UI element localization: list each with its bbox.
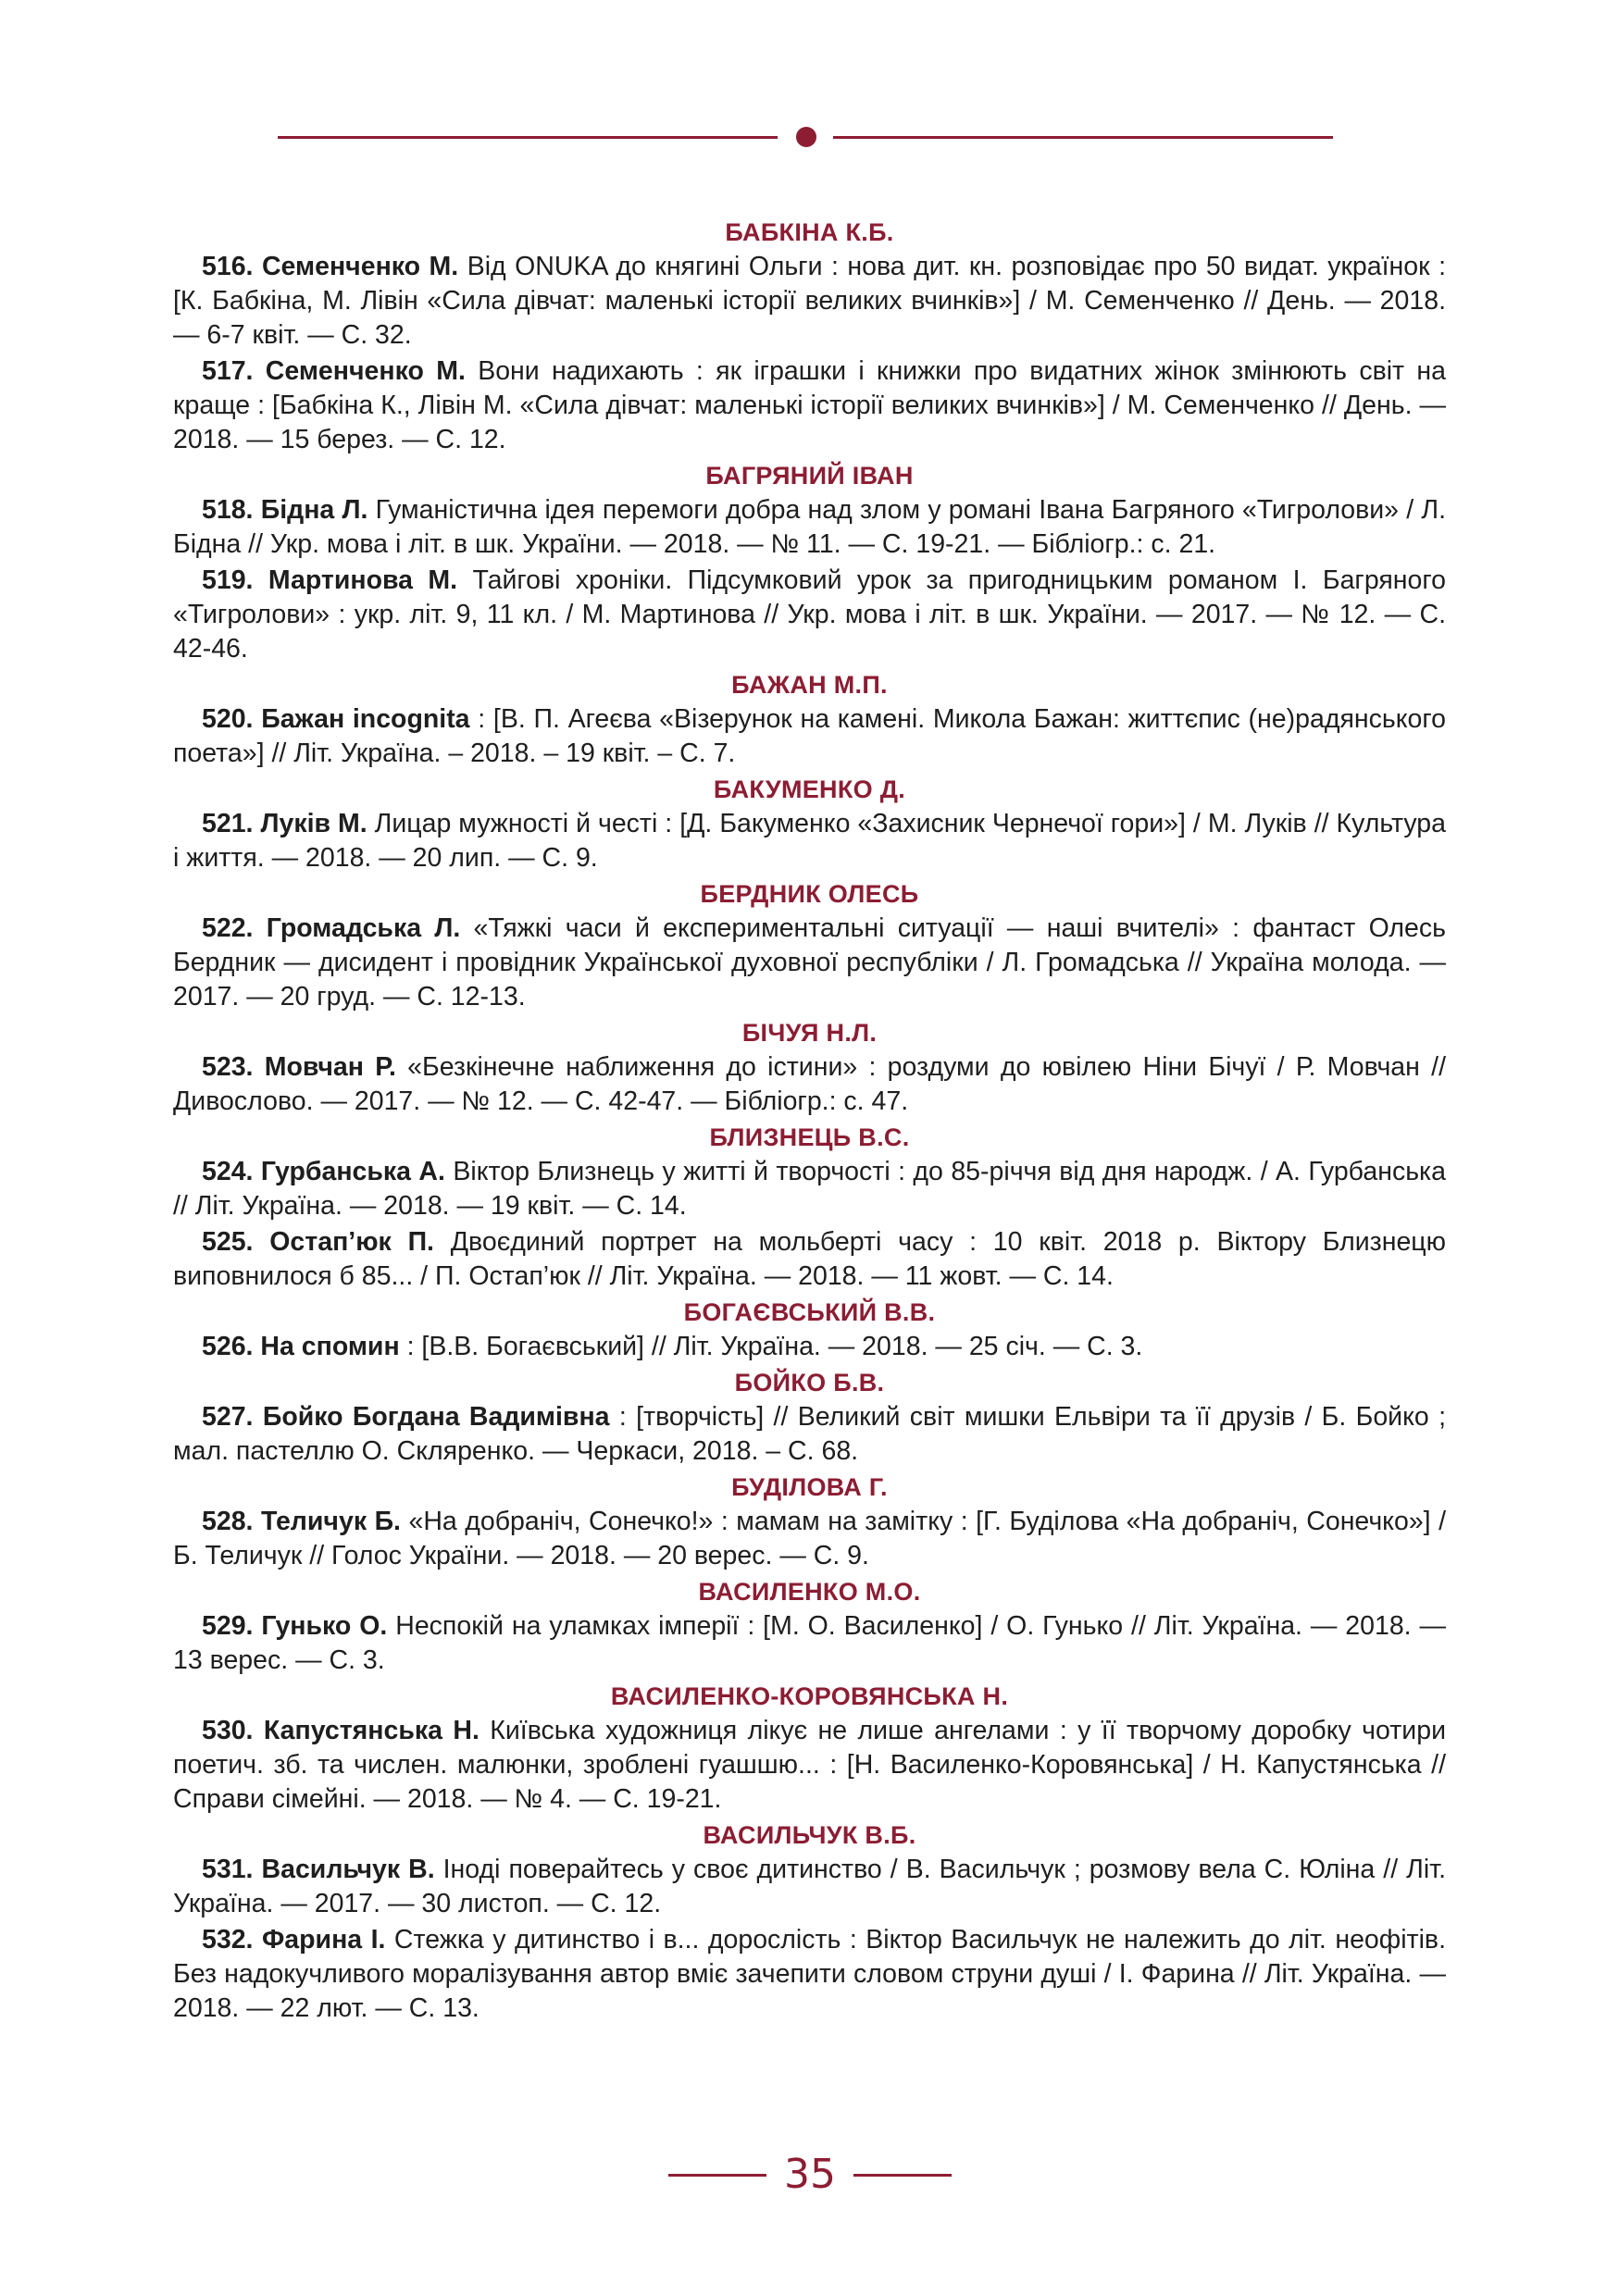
entry-description: : [творчість] // Великий світ мишки Ельвіри та її друзів / Б. Бойко ; мал. пастеллю О. Скляренко. — Черкаси, 2018. – С. 68.: [173, 1402, 1446, 1466]
bibliography-entry: [173, 564, 1446, 666]
entry-number: 529.: [202, 1611, 254, 1641]
section-heading: БАКУМЕНКО Д.: [713, 776, 906, 803]
entry-author: Фарина І.: [261, 1925, 386, 1955]
entry-author: На спомин: [260, 1332, 400, 1361]
entry-author: Мовчан Р.: [264, 1052, 396, 1082]
entry-description: Неспокій на уламках імперії : [М. О. Василенко] / О. Гунько // Літ. Україна. — 2018. — 13 верес. — С. 3.: [173, 1611, 1446, 1675]
bibliography-entry: [173, 250, 1446, 353]
top-rule-dot: [796, 127, 816, 147]
entry-number: 518.: [202, 495, 254, 525]
section-heading: БАБКІНА К.Б.: [725, 218, 894, 246]
footer-left-line: [668, 2174, 766, 2177]
entry-number: 526.: [202, 1332, 254, 1361]
top-rule-left-line: [278, 136, 778, 139]
entry-number: 531.: [202, 1855, 254, 1884]
bibliography-entry: [173, 1923, 1446, 2026]
entry-description: Лицар мужності й честі : [Д. Бакуменко «Захисник Чернечої гори»] / М. Луків // Культура і життя. — 2018. — 20 лип. — С. 9.: [173, 809, 1446, 873]
section-heading: БІЧУЯ Н.Л.: [741, 1019, 878, 1047]
entry-author: Гурбанська А.: [260, 1157, 445, 1186]
entry-number: 520.: [202, 704, 254, 734]
top-rule-right-line: [833, 136, 1333, 139]
bibliography-entry: [173, 1225, 1446, 1294]
entry-description: Гуманістична ідея перемоги добра над злом у романі Івана Багряного «Тигролови» / Л. Бідна // Укр. мова і літ. в шк. України. — 2018. — № 11. — С. 19-21. — Бібліогр.: с. 21.: [173, 495, 1446, 559]
entry-description: Вони надихають : як іграшки і книжки про видатних жінок змінюють світ на краще : [Бабкіна К., Лівін М. «Сила дівчат: маленькі історії великих вчинків»] / М. Семенченко // День. — 2018. — 15 берез. — С. 12.: [173, 356, 1446, 454]
entry-description: Іноді поверайтесь у своє дитинство / В. Васильчук ; розмову вела С. Юліна // Літ. Україна. — 2017. — 30 листоп. — С. 12.: [173, 1855, 1446, 1918]
section-heading: БЕРДНИК ОЛЕСЬ: [700, 880, 919, 908]
entry-author: Бідна Л.: [260, 495, 368, 525]
entry-description: «Безкінечне наближення до істини» : роздуми до ювілею Ніни Бічуї / Р. Мовчан // Дивослово. — 2017. — № 12. — С. 42-47. — Бібліогр.: с. 47.: [173, 1052, 1446, 1116]
entry-number: 516.: [202, 252, 254, 281]
entry-description: Київська художниця лікує не лише ангелами : у її творчому доробку чотири поетич. зб. та числен. малюнки, зроблені гуашшю... : [Н. Василенко-Коровянська] / Н. Капустянська // Справи сімейні. — 2018. — № 4. — С. 19-21.: [173, 1716, 1446, 1814]
entry-author: Мартинова М.: [268, 565, 458, 595]
entry-number: 527.: [202, 1402, 254, 1432]
bibliography-entry: [173, 912, 1446, 1014]
entry-description: : [В.В. Богаєвський] // Літ. Україна. — 2018. — 25 січ. — С. 3.: [399, 1332, 1143, 1361]
entry-number: 523.: [202, 1052, 254, 1082]
entry-author: Бажан incognita: [261, 704, 470, 734]
entry-number: 522.: [202, 913, 254, 943]
footer-right-line: [853, 2174, 952, 2177]
entry-author: Теличук Б.: [260, 1507, 401, 1536]
section-heading: БОГАЄВСЬКИЙ В.В.: [683, 1298, 936, 1326]
entry-number: 521.: [202, 809, 254, 838]
section-heading: БУДІЛОВА Г.: [731, 1473, 888, 1501]
entry-description: «На добраніч, Сонечко!» : мамам на замітку : [Г. Буділова «На добраніч, Сонечко»] / Б. Теличук // Голос України. — 2018. — 20 верес. — С. 9.: [173, 1507, 1446, 1570]
section-heading: БОЙКО Б.В.: [734, 1369, 885, 1396]
entry-number: 528.: [202, 1507, 254, 1536]
entry-author: Луків М.: [260, 809, 367, 838]
entry-author: Семенченко М.: [265, 356, 466, 386]
bibliography-entry: [173, 807, 1446, 875]
bibliography-entry: [173, 1714, 1446, 1817]
page-footer: [0, 2152, 1619, 2198]
section-heading: ВАСИЛЕНКО-КОРОВЯНСЬКА Н.: [610, 1682, 1009, 1710]
bibliography-entry: [173, 354, 1446, 457]
entry-description: : [В. П. Агеєва «Візерунок на камені. Микола Бажан: життєпис (не)радянського поета»] // Літ. Україна. – 2018. – 19 квіт. – С. 7.: [173, 704, 1446, 768]
entry-description: «Тяжкі часи й експериментальні ситуації — наші вчителі» : фантаст Олесь Бердник — дисидент і провідник Української духовної республіки / Л. Громадська // Україна молода. — 2017. — 20 груд. — С. 12-13.: [173, 913, 1446, 1011]
bibliography-entry: [173, 1330, 1446, 1364]
entry-number: 530.: [202, 1716, 254, 1745]
entry-author: Бойко Богдана Вадимівна: [262, 1402, 610, 1432]
bibliography-entry: [173, 1400, 1446, 1469]
bibliography-entry: [173, 493, 1446, 562]
entry-description: Двоєдиний портрет на мольберті часу : 10 квіт. 2018 р. Віктору Близнецю виповнилося б 85... / П. Остап’юк // Літ. Україна. — 2018. — 11 жовт. — С. 14.: [173, 1227, 1446, 1291]
bibliography-entry: [173, 1155, 1446, 1223]
entry-author: Громадська Л.: [266, 913, 461, 943]
section-heading: ВАСИЛЕНКО М.О.: [698, 1578, 921, 1606]
entry-number: 517.: [202, 356, 254, 386]
entry-author: Остап’юк П.: [269, 1227, 434, 1257]
entry-author: Васильчук В.: [261, 1855, 435, 1884]
bibliography-entry: [173, 1050, 1446, 1119]
bibliography-entry: [173, 1853, 1446, 1921]
entry-author: Гунько О.: [261, 1611, 388, 1641]
entry-author: Семенченко М.: [261, 252, 459, 281]
bibliography-entry: [173, 1505, 1446, 1573]
bibliography-entry: [173, 1609, 1446, 1678]
entry-description: Віктор Близнець у житті й творчості : до 85-річчя від дня народж. / А. Гурбанська // Літ. Україна. — 2018. — 19 квіт. — С. 14.: [173, 1157, 1446, 1221]
page-number: 35: [784, 2151, 836, 2198]
entry-description: Тайгові хроніки. Підсумковий урок за пригодницьким романом І. Багряного «Тигролови» : укр. літ. 9, 11 кл. / М. Мартинова // Укр. мова і літ. в шк. України. — 2017. — № 12. — С. 42-46.: [173, 565, 1446, 664]
entry-description: Від ONUKA до княгині Ольги : нова дит. кн. розповідає про 50 видат. українок : [К. Бабкіна, М. Лівін «Сила дівчат: маленькі історії великих вчинків»] / М. Семенченко // День. — 2018. — 6-7 квіт. — С. 32.: [173, 252, 1446, 350]
bibliography-entry: [173, 702, 1446, 771]
entry-description: Стежка у дитинство і в... дорослість : Віктор Васильчук не належить до літ. неофітів. Без надокучливого моралізування автор вміє зачепити словом струни душі / І. Фарина // Літ. Україна. — 2018. — 22 лют. — С. 13.: [173, 1925, 1446, 2023]
entry-number: 524.: [202, 1157, 254, 1186]
entry-number: 525.: [202, 1227, 254, 1257]
section-heading: БЛИЗНЕЦЬ В.С.: [709, 1123, 910, 1151]
section-heading: ВАСИЛЬЧУК В.Б.: [703, 1821, 916, 1849]
entry-number: 519.: [202, 565, 254, 595]
bibliography-content: [173, 215, 1446, 2028]
section-heading: БАГРЯНИЙ ІВАН: [705, 462, 914, 490]
entry-author: Капустянська Н.: [263, 1716, 479, 1745]
entry-number: 532.: [202, 1925, 254, 1955]
section-heading: БАЖАН М.П.: [731, 671, 888, 699]
